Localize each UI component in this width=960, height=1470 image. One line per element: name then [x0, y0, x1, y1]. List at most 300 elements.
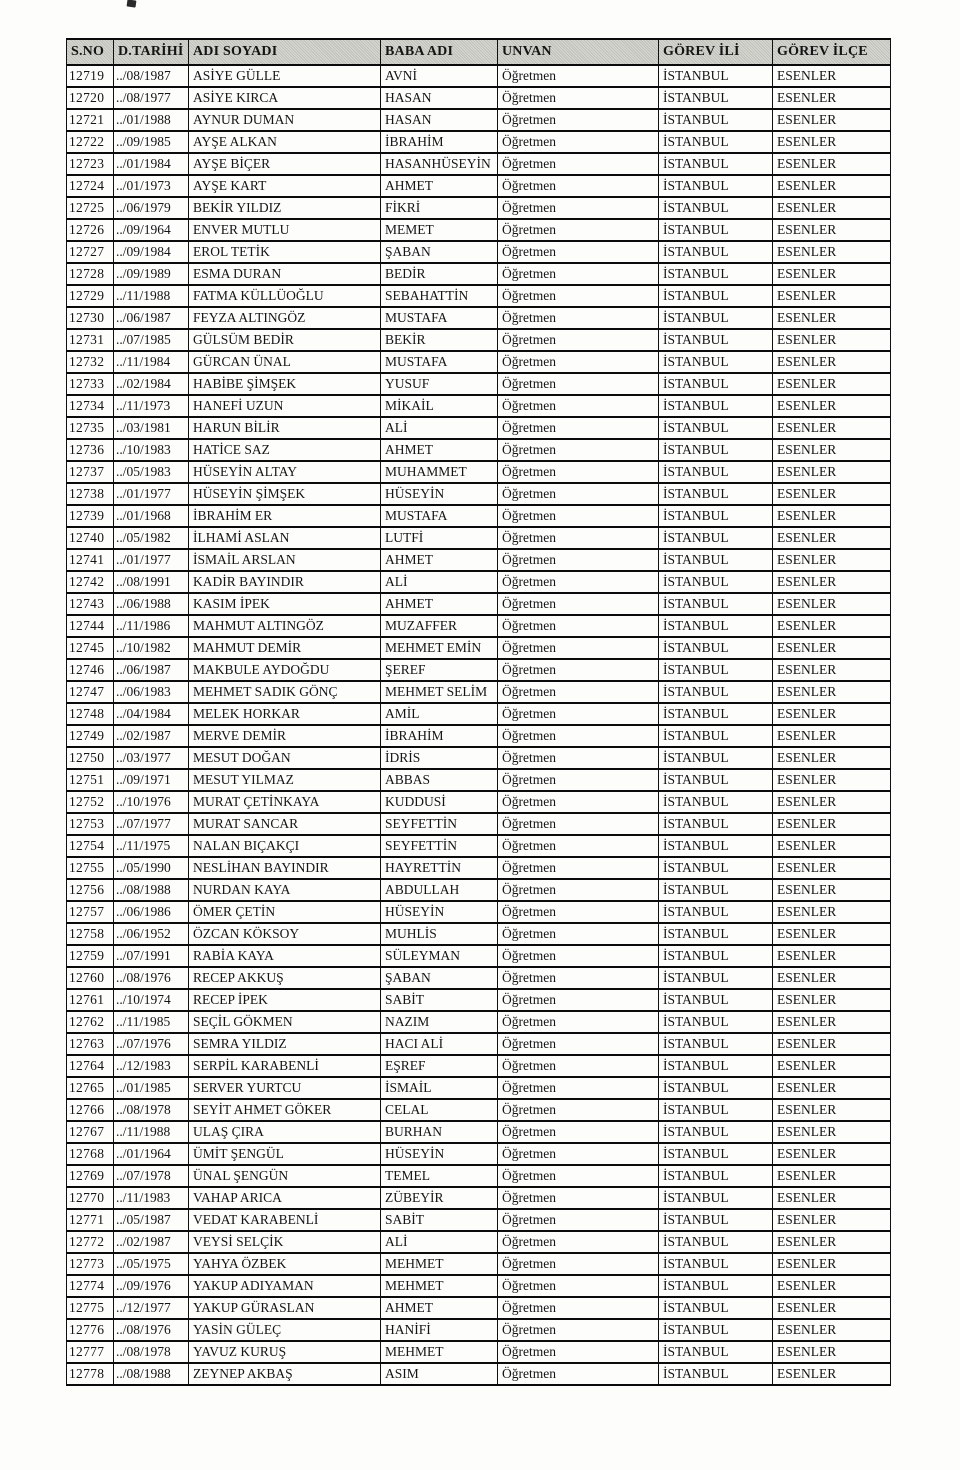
table-row [67, 505, 891, 527]
cell-ili: İSTANBUL [659, 1363, 773, 1385]
cell-ili: İSTANBUL [659, 923, 773, 945]
cell-ad: ESMA DURAN [189, 263, 381, 285]
scan-artifact [127, 0, 137, 8]
cell-baba: MEHMET [381, 1275, 498, 1297]
cell-baba: AHMET [381, 175, 498, 197]
cell-ilce: ESENLER [773, 769, 891, 791]
cell-tarih: ../11/1975 [114, 835, 189, 857]
cell-tarih: ../11/1985 [114, 1011, 189, 1033]
cell-ad: MURAT SANCAR [189, 813, 381, 835]
cell-ili: İSTANBUL [659, 549, 773, 571]
cell-tarih: ../08/1988 [114, 879, 189, 901]
cell-sno: 12761 [67, 989, 114, 1011]
cell-tarih: ../11/1984 [114, 351, 189, 373]
cell-ad: AYNUR DUMAN [189, 109, 381, 131]
cell-baba: MEHMET [381, 1253, 498, 1275]
cell-sno: 12766 [67, 1099, 114, 1121]
cell-sno: 12762 [67, 1011, 114, 1033]
cell-ad: AYŞE ALKAN [189, 131, 381, 153]
cell-ad: SEÇİL GÖKMEN [189, 1011, 381, 1033]
cell-unvan: Öğretmen [498, 1011, 659, 1033]
cell-ilce: ESENLER [773, 197, 891, 219]
cell-ili: İSTANBUL [659, 395, 773, 417]
cell-ilce: ESENLER [773, 373, 891, 395]
cell-sno: 12754 [67, 835, 114, 857]
cell-baba: HASAN [381, 87, 498, 109]
cell-ili: İSTANBUL [659, 373, 773, 395]
table-row [67, 131, 891, 153]
cell-ili: İSTANBUL [659, 857, 773, 879]
table-row [67, 791, 891, 813]
cell-tarih: ../10/1974 [114, 989, 189, 1011]
cell-baba: BURHAN [381, 1121, 498, 1143]
cell-sno: 12765 [67, 1077, 114, 1099]
cell-ad: SEMRA YILDIZ [189, 1033, 381, 1055]
cell-unvan: Öğretmen [498, 1209, 659, 1231]
cell-sno: 12759 [67, 945, 114, 967]
cell-baba: MEHMET EMİN [381, 637, 498, 659]
cell-ilce: ESENLER [773, 593, 891, 615]
cell-ad: ASİYE KIRCA [189, 87, 381, 109]
cell-ad: ÜMİT ŞENGÜL [189, 1143, 381, 1165]
cell-unvan: Öğretmen [498, 109, 659, 131]
cell-ilce: ESENLER [773, 1143, 891, 1165]
cell-ili: İSTANBUL [659, 1253, 773, 1275]
cell-ilce: ESENLER [773, 945, 891, 967]
cell-baba: ŞABAN [381, 241, 498, 263]
cell-sno: 12771 [67, 1209, 114, 1231]
cell-ili: İSTANBUL [659, 109, 773, 131]
cell-ili: İSTANBUL [659, 1275, 773, 1297]
cell-ad: EROL TETİK [189, 241, 381, 263]
cell-baba: İSMAİL [381, 1077, 498, 1099]
cell-sno: 12726 [67, 219, 114, 241]
cell-ili: İSTANBUL [659, 241, 773, 263]
cell-baba: KUDDUSİ [381, 791, 498, 813]
cell-ilce: ESENLER [773, 1253, 891, 1275]
cell-ili: İSTANBUL [659, 1209, 773, 1231]
cell-ilce: ESENLER [773, 879, 891, 901]
cell-sno: 12747 [67, 681, 114, 703]
cell-unvan: Öğretmen [498, 527, 659, 549]
cell-sno: 12774 [67, 1275, 114, 1297]
cell-ili: İSTANBUL [659, 1055, 773, 1077]
cell-tarih: ../07/1977 [114, 813, 189, 835]
cell-baba: HÜSEYİN [381, 901, 498, 923]
cell-ad: KASIM İPEK [189, 593, 381, 615]
cell-unvan: Öğretmen [498, 285, 659, 307]
cell-ilce: ESENLER [773, 1099, 891, 1121]
cell-unvan: Öğretmen [498, 967, 659, 989]
cell-ad: YAKUP GÜRASLAN [189, 1297, 381, 1319]
table-row [67, 769, 891, 791]
cell-tarih: ../07/1978 [114, 1165, 189, 1187]
cell-tarih: ../05/1983 [114, 461, 189, 483]
table-row [67, 1275, 891, 1297]
cell-ili: İSTANBUL [659, 1143, 773, 1165]
cell-ilce: ESENLER [773, 1319, 891, 1341]
cell-ad: MAKBULE AYDOĞDU [189, 659, 381, 681]
cell-tarih: ../01/1977 [114, 483, 189, 505]
cell-ad: GÜLSÜM BEDİR [189, 329, 381, 351]
table-row [67, 197, 891, 219]
cell-ilce: ESENLER [773, 439, 891, 461]
cell-tarih: ../07/1976 [114, 1033, 189, 1055]
cell-baba: BEDİR [381, 263, 498, 285]
cell-ili: İSTANBUL [659, 901, 773, 923]
table-header-row [67, 39, 891, 65]
cell-ili: İSTANBUL [659, 615, 773, 637]
column-header-baba: BABA ADI [381, 39, 498, 65]
cell-baba: SÜLEYMAN [381, 945, 498, 967]
cell-sno: 12778 [67, 1363, 114, 1385]
cell-tarih: ../06/1986 [114, 901, 189, 923]
cell-ilce: ESENLER [773, 307, 891, 329]
table-row [67, 659, 891, 681]
cell-unvan: Öğretmen [498, 505, 659, 527]
cell-ili: İSTANBUL [659, 879, 773, 901]
table-row [67, 681, 891, 703]
cell-sno: 12775 [67, 1297, 114, 1319]
cell-ilce: ESENLER [773, 901, 891, 923]
cell-ili: İSTANBUL [659, 1165, 773, 1187]
cell-baba: SEYFETTİN [381, 813, 498, 835]
cell-ili: İSTANBUL [659, 967, 773, 989]
cell-ili: İSTANBUL [659, 87, 773, 109]
cell-ili: İSTANBUL [659, 351, 773, 373]
table-row [67, 1055, 891, 1077]
cell-baba: AHMET [381, 549, 498, 571]
cell-baba: SEBAHATTİN [381, 285, 498, 307]
cell-baba: EŞREF [381, 1055, 498, 1077]
table-row [67, 1165, 891, 1187]
cell-tarih: ../09/1989 [114, 263, 189, 285]
table-row [67, 857, 891, 879]
cell-ili: İSTANBUL [659, 945, 773, 967]
cell-ad: RECEP AKKUŞ [189, 967, 381, 989]
cell-unvan: Öğretmen [498, 1077, 659, 1099]
cell-tarih: ../11/1988 [114, 1121, 189, 1143]
cell-unvan: Öğretmen [498, 901, 659, 923]
cell-unvan: Öğretmen [498, 439, 659, 461]
cell-ilce: ESENLER [773, 241, 891, 263]
cell-baba: TEMEL [381, 1165, 498, 1187]
cell-unvan: Öğretmen [498, 945, 659, 967]
cell-sno: 12721 [67, 109, 114, 131]
table-row [67, 351, 891, 373]
column-header-sno: S.NO [67, 39, 114, 65]
table-row [67, 703, 891, 725]
cell-sno: 12763 [67, 1033, 114, 1055]
cell-sno: 12735 [67, 417, 114, 439]
cell-ad: HARUN BİLİR [189, 417, 381, 439]
table-row [67, 901, 891, 923]
cell-sno: 12767 [67, 1121, 114, 1143]
cell-tarih: ../07/1991 [114, 945, 189, 967]
cell-sno: 12757 [67, 901, 114, 923]
cell-ilce: ESENLER [773, 989, 891, 1011]
cell-baba: AHMET [381, 593, 498, 615]
cell-ad: ÖZCAN KÖKSOY [189, 923, 381, 945]
table-row [67, 395, 891, 417]
table-row [67, 241, 891, 263]
cell-baba: HÜSEYİN [381, 483, 498, 505]
cell-unvan: Öğretmen [498, 1231, 659, 1253]
cell-ilce: ESENLER [773, 505, 891, 527]
cell-tarih: ../06/1983 [114, 681, 189, 703]
cell-ili: İSTANBUL [659, 285, 773, 307]
cell-sno: 12776 [67, 1319, 114, 1341]
cell-ilce: ESENLER [773, 571, 891, 593]
cell-ad: BEKİR YILDIZ [189, 197, 381, 219]
column-header-ad: ADI SOYADI [189, 39, 381, 65]
cell-ilce: ESENLER [773, 153, 891, 175]
cell-ilce: ESENLER [773, 813, 891, 835]
cell-ili: İSTANBUL [659, 527, 773, 549]
cell-ad: ÜNAL ŞENGÜN [189, 1165, 381, 1187]
cell-ad: FEYZA ALTINGÖZ [189, 307, 381, 329]
cell-baba: MEHMET SELİM [381, 681, 498, 703]
cell-ilce: ESENLER [773, 549, 891, 571]
cell-baba: İDRİS [381, 747, 498, 769]
cell-ad: HABİBE ŞİMŞEK [189, 373, 381, 395]
cell-baba: HÜSEYİN [381, 1143, 498, 1165]
cell-ilce: ESENLER [773, 1055, 891, 1077]
cell-sno: 12723 [67, 153, 114, 175]
cell-ilce: ESENLER [773, 351, 891, 373]
cell-sno: 12725 [67, 197, 114, 219]
cell-ilce: ESENLER [773, 615, 891, 637]
cell-unvan: Öğretmen [498, 1033, 659, 1055]
cell-unvan: Öğretmen [498, 1143, 659, 1165]
cell-unvan: Öğretmen [498, 329, 659, 351]
cell-ilce: ESENLER [773, 461, 891, 483]
cell-ilce: ESENLER [773, 1121, 891, 1143]
cell-baba: ALİ [381, 571, 498, 593]
cell-unvan: Öğretmen [498, 1187, 659, 1209]
cell-baba: SABİT [381, 1209, 498, 1231]
cell-ilce: ESENLER [773, 1165, 891, 1187]
table-row [67, 593, 891, 615]
cell-ad: AYŞE BİÇER [189, 153, 381, 175]
table-row [67, 1121, 891, 1143]
cell-ad: ENVER MUTLU [189, 219, 381, 241]
cell-sno: 12741 [67, 549, 114, 571]
cell-ad: İLHAMİ ASLAN [189, 527, 381, 549]
cell-sno: 12719 [67, 65, 114, 87]
cell-ad: ZEYNEP AKBAŞ [189, 1363, 381, 1385]
cell-unvan: Öğretmen [498, 241, 659, 263]
cell-ilce: ESENLER [773, 703, 891, 725]
cell-sno: 12736 [67, 439, 114, 461]
table-row [67, 417, 891, 439]
cell-ili: İSTANBUL [659, 483, 773, 505]
cell-ilce: ESENLER [773, 263, 891, 285]
cell-tarih: ../09/1976 [114, 1275, 189, 1297]
cell-ili: İSTANBUL [659, 769, 773, 791]
table-row [67, 527, 891, 549]
cell-tarih: ../11/1983 [114, 1187, 189, 1209]
table-row [67, 1209, 891, 1231]
table-row [67, 879, 891, 901]
cell-unvan: Öğretmen [498, 175, 659, 197]
cell-baba: BEKİR [381, 329, 498, 351]
cell-tarih: ../11/1988 [114, 285, 189, 307]
cell-ili: İSTANBUL [659, 153, 773, 175]
cell-sno: 12728 [67, 263, 114, 285]
cell-ad: MEHMET SADIK GÖNÇ [189, 681, 381, 703]
cell-ili: İSTANBUL [659, 703, 773, 725]
cell-sno: 12720 [67, 87, 114, 109]
cell-unvan: Öğretmen [498, 549, 659, 571]
table-row [67, 153, 891, 175]
cell-ad: GÜRCAN ÜNAL [189, 351, 381, 373]
cell-unvan: Öğretmen [498, 747, 659, 769]
table-row [67, 571, 891, 593]
cell-unvan: Öğretmen [498, 307, 659, 329]
cell-unvan: Öğretmen [498, 461, 659, 483]
cell-ad: YASİN GÜLEÇ [189, 1319, 381, 1341]
cell-unvan: Öğretmen [498, 417, 659, 439]
cell-ilce: ESENLER [773, 1231, 891, 1253]
cell-ad: NURDAN KAYA [189, 879, 381, 901]
table-row [67, 967, 891, 989]
cell-unvan: Öğretmen [498, 1253, 659, 1275]
cell-tarih: ../05/1987 [114, 1209, 189, 1231]
cell-sno: 12753 [67, 813, 114, 835]
cell-unvan: Öğretmen [498, 197, 659, 219]
cell-ili: İSTANBUL [659, 175, 773, 197]
cell-unvan: Öğretmen [498, 879, 659, 901]
cell-baba: MUHLİS [381, 923, 498, 945]
cell-sno: 12722 [67, 131, 114, 153]
cell-tarih: ../10/1982 [114, 637, 189, 659]
cell-unvan: Öğretmen [498, 131, 659, 153]
cell-ad: SERPİL KARABENLİ [189, 1055, 381, 1077]
table-row [67, 1143, 891, 1165]
cell-ilce: ESENLER [773, 1187, 891, 1209]
cell-ili: İSTANBUL [659, 1121, 773, 1143]
cell-baba: HASAN [381, 109, 498, 131]
table-row [67, 439, 891, 461]
cell-ilce: ESENLER [773, 1033, 891, 1055]
cell-sno: 12755 [67, 857, 114, 879]
cell-sno: 12746 [67, 659, 114, 681]
cell-ad: VEDAT KARABENLİ [189, 1209, 381, 1231]
cell-ilce: ESENLER [773, 395, 891, 417]
cell-baba: LUTFİ [381, 527, 498, 549]
cell-tarih: ../09/1984 [114, 241, 189, 263]
cell-baba: AHMET [381, 1297, 498, 1319]
cell-baba: CELAL [381, 1099, 498, 1121]
table-row [67, 329, 891, 351]
cell-ili: İSTANBUL [659, 439, 773, 461]
cell-unvan: Öğretmen [498, 725, 659, 747]
table-row [67, 813, 891, 835]
cell-ili: İSTANBUL [659, 835, 773, 857]
cell-ilce: ESENLER [773, 1209, 891, 1231]
cell-ad: İBRAHİM ER [189, 505, 381, 527]
column-header-unvan: UNVAN [498, 39, 659, 65]
cell-sno: 12724 [67, 175, 114, 197]
cell-baba: AHMET [381, 439, 498, 461]
cell-sno: 12777 [67, 1341, 114, 1363]
cell-baba: MUZAFFER [381, 615, 498, 637]
cell-tarih: ../06/1987 [114, 659, 189, 681]
cell-ilce: ESENLER [773, 791, 891, 813]
cell-tarih: ../06/1979 [114, 197, 189, 219]
cell-tarih: ../11/1986 [114, 615, 189, 637]
cell-ilce: ESENLER [773, 1011, 891, 1033]
cell-tarih: ../05/1975 [114, 1253, 189, 1275]
cell-ilce: ESENLER [773, 219, 891, 241]
table-row [67, 1099, 891, 1121]
cell-tarih: ../04/1984 [114, 703, 189, 725]
cell-unvan: Öğretmen [498, 65, 659, 87]
personnel-table [66, 38, 891, 1386]
cell-sno: 12769 [67, 1165, 114, 1187]
table-row [67, 1363, 891, 1385]
cell-ili: İSTANBUL [659, 681, 773, 703]
cell-unvan: Öğretmen [498, 1121, 659, 1143]
table-row [67, 1077, 891, 1099]
cell-tarih: ../09/1971 [114, 769, 189, 791]
cell-unvan: Öğretmen [498, 1363, 659, 1385]
cell-baba: ABDULLAH [381, 879, 498, 901]
table-body [67, 65, 891, 1385]
cell-ad: ASİYE GÜLLE [189, 65, 381, 87]
table-row [67, 747, 891, 769]
table-row [67, 989, 891, 1011]
cell-sno: 12737 [67, 461, 114, 483]
cell-baba: İBRAHİM [381, 725, 498, 747]
cell-ilce: ESENLER [773, 285, 891, 307]
cell-sno: 12745 [67, 637, 114, 659]
cell-unvan: Öğretmen [498, 923, 659, 945]
cell-sno: 12752 [67, 791, 114, 813]
table-row [67, 109, 891, 131]
cell-ad: VAHAP ARICA [189, 1187, 381, 1209]
cell-ili: İSTANBUL [659, 989, 773, 1011]
table-row [67, 1253, 891, 1275]
cell-sno: 12764 [67, 1055, 114, 1077]
cell-unvan: Öğretmen [498, 1055, 659, 1077]
cell-tarih: ../12/1983 [114, 1055, 189, 1077]
column-header-ili: GÖREV İLİ [659, 39, 773, 65]
cell-ad: MERVE DEMİR [189, 725, 381, 747]
table-row [67, 65, 891, 87]
cell-ilce: ESENLER [773, 747, 891, 769]
cell-ilce: ESENLER [773, 725, 891, 747]
cell-ili: İSTANBUL [659, 659, 773, 681]
cell-sno: 12731 [67, 329, 114, 351]
cell-ilce: ESENLER [773, 109, 891, 131]
cell-ad: RECEP İPEK [189, 989, 381, 1011]
cell-ili: İSTANBUL [659, 1319, 773, 1341]
cell-ilce: ESENLER [773, 65, 891, 87]
table-row [67, 263, 891, 285]
cell-sno: 12733 [67, 373, 114, 395]
cell-unvan: Öğretmen [498, 219, 659, 241]
cell-unvan: Öğretmen [498, 791, 659, 813]
column-header-ilce: GÖREV İLÇE [773, 39, 891, 65]
table-row [67, 1297, 891, 1319]
cell-unvan: Öğretmen [498, 1165, 659, 1187]
cell-ili: İSTANBUL [659, 571, 773, 593]
cell-ili: İSTANBUL [659, 725, 773, 747]
cell-ili: İSTANBUL [659, 1341, 773, 1363]
cell-ad: HATİCE SAZ [189, 439, 381, 461]
